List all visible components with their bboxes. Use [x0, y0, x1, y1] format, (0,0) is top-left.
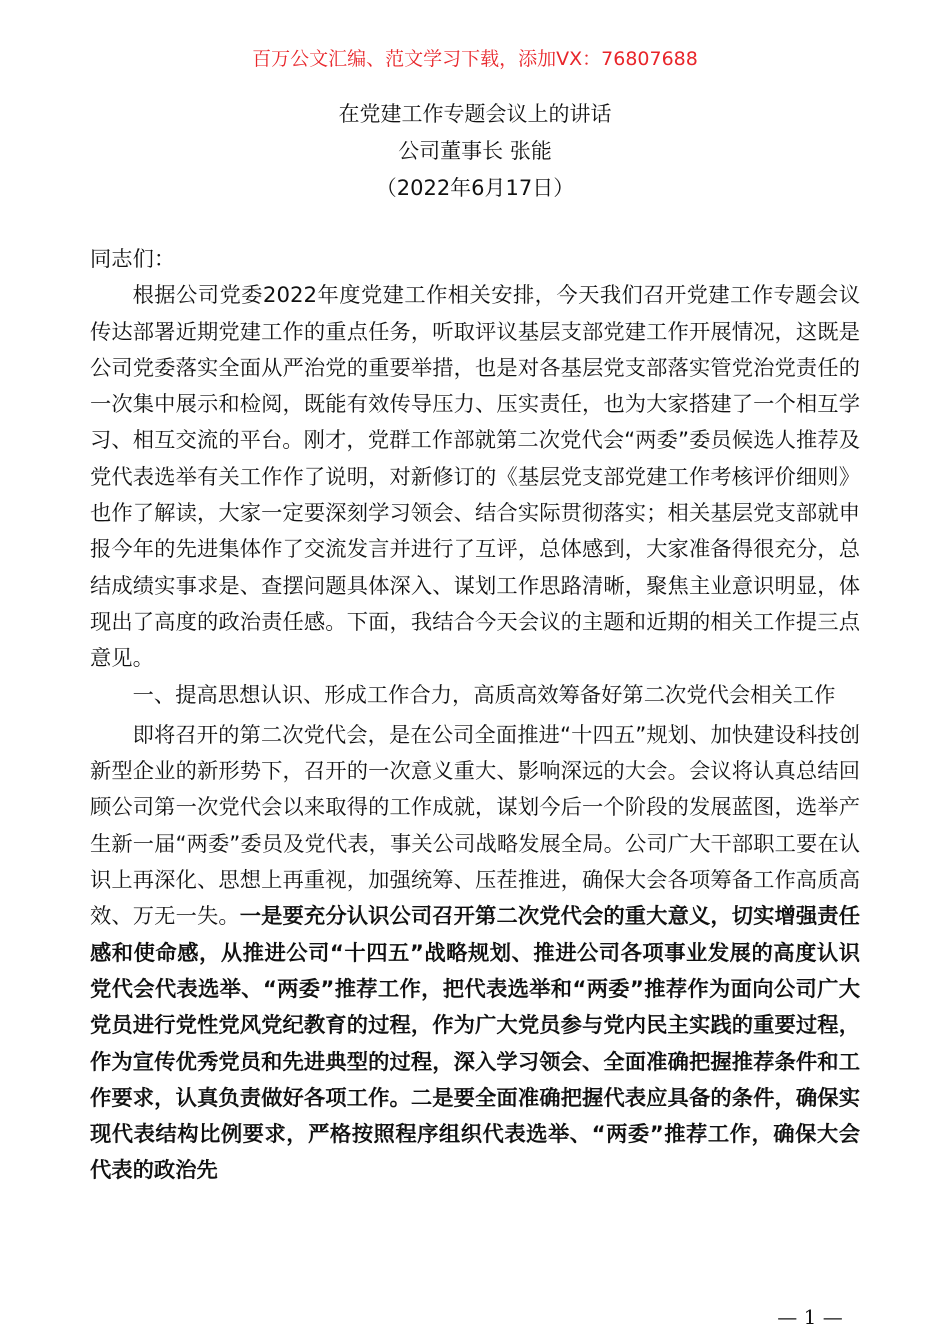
speech-heading — [0, 96, 950, 207]
speech-body — [90, 242, 860, 1190]
salutation: 同志们： — [90, 247, 176, 272]
speech-date: （2022年6月17日） — [375, 176, 575, 200]
paragraph-section-1 — [90, 718, 860, 1190]
speech-title: 在党建工作专题会议上的讲话 — [338, 102, 612, 126]
section-heading-1: 一、提高思想认识、形成工作合力，高质高效筹备好第二次党代会相关工作 — [132, 682, 836, 708]
paragraph-normal-text: 即将召开的第二次党代会，是在公司全面推进“十四五”规划、加快建设科技创新型企业的新形势下，召开的一次意义重大、影响深远的大会。会议将认真总结回顾公司第一次党代会以来取得的工作成就，谋划今后一个阶段的发展蓝图，选举产生新一届“两委”委员及党代表，事关公司战略发展全局。公司广大干部职工要在认识上再深化、思想上再重视，加强统筹、压茬推进，确保大会各项筹备工作高质高效、万无一失。 — [90, 722, 860, 930]
watermark-banner: 百万公文汇编、范文学习下载，添加VX：76807688 — [252, 48, 698, 70]
speaker-line: 公司董事长 张能 — [398, 139, 552, 163]
paragraph-bold-text: 一是要充分认识公司召开第二次党代会的重大意义，切实增强责任感和使命感，从推进公司“十四五”战略规划、推进公司各项事业发展的高度认识党代会代表选举、“两委”推荐工作，把代表选举和“两委”推荐作为面向公司广大党员进行党性党风党纪教育的过程，作为广大党员参与党内民主实践的重要过程，作为宣传优秀党员和先进典型的过程，深入学习领会、全面准确把握推荐条件和工作要求，认真负责做好各项工作。二是要全面准确把握代表应具备的条件，确保实现代表结构比例要求，严格按照程序组织代表选举、“两委”推荐工作，确保大会代表的政治先 — [90, 904, 860, 1184]
page-number: — 1 — — [777, 1305, 843, 1329]
paragraph-intro: 根据公司党委2022年度党建工作相关安排，今天我们召开党建工作专题会议传达部署近期党建工作的重点任务，听取评议基层支部党建工作开展情况，这既是公司党委落实全面从严治党的重要举措，也是对各基层党支部落实管党治党责任的一次集中展示和检阅，既能有效传导压力、压实责任，也为大家搭建了一个相互学习、相互交流的平台。刚才，党群工作部就第二次党代会“两委”委员候选人推荐及党代表选举有关工作作了说明，对新修订的《基层党支部党建工作考核评价细则》也作了解读，大家一定要深刻学习领会、结合实际贯彻落实；相关基层党支部就申报今年的先进集体作了交流发言并进行了互评，总体感到，大家准备得很充分，总结成绩实事求是、查摆问题具体深入、谋划工作思路清晰，聚焦主业意识明显，体现出了高度的政治责任感。下面，我结合今天会议的主题和近期的相关工作提三点意见。 — [90, 283, 860, 672]
